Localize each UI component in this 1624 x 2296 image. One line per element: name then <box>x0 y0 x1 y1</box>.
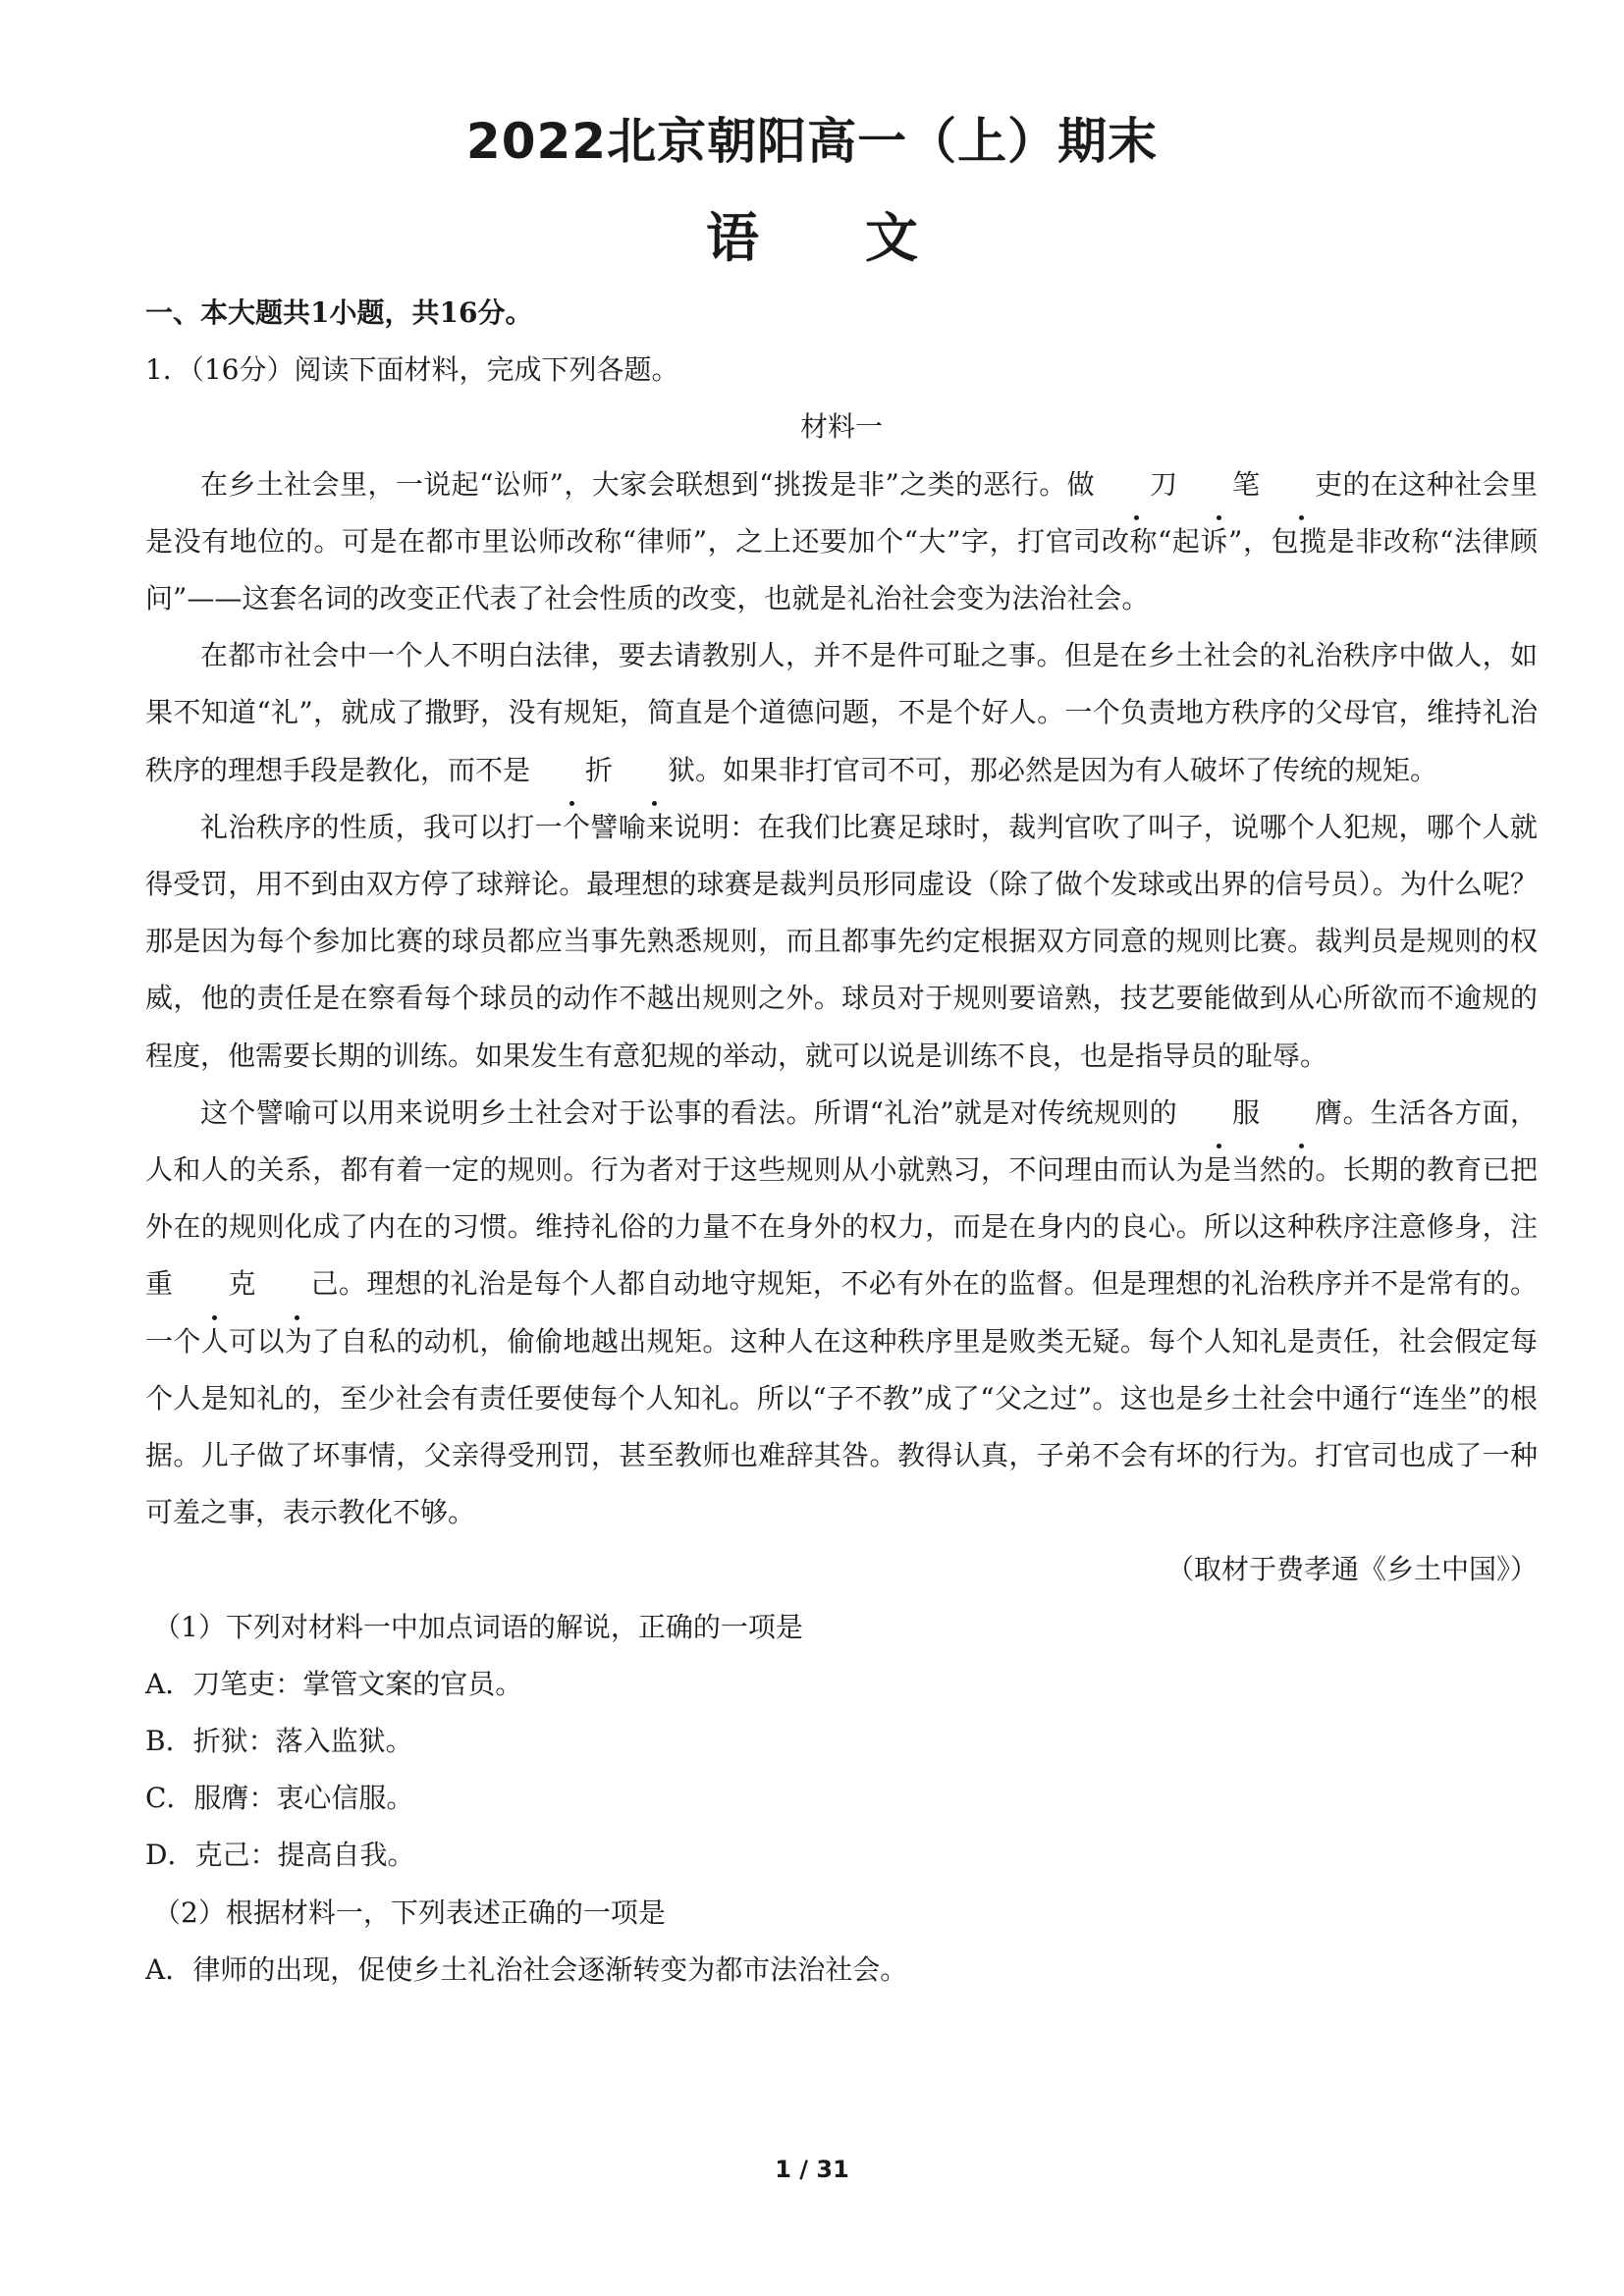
material-title: 材料一 <box>799 410 883 444</box>
page-number: 1 / 31 <box>775 2156 849 2183</box>
dotted-char: 服 <box>1177 1085 1260 1142</box>
answer-option: D．克己：提高自我。 <box>145 1839 415 1872</box>
passage-paragraph: 礼治秩序的性质，我可以打一个譬喻来说明：在我们比赛足球时，裁判官吹了叫子，说哪个人犯规，哪个人就得受罚，用不到由双方停了球辩论。最理想的球赛是裁判员形同虚设（除了做个发球或出界的信号员）。为什么呢？那是因为每个参加比赛的球员都应当事先熟悉规则，而且都事先约定根据双方同意的规则比赛。裁判员是规则的权威，他的责任是在察看每个球员的动作不越出规则之外。球员对于规则要谙熟，技艺要能做到从心所欲而不逾规的程度，他需要长期的训练。如果发生有意犯规的举动，就可以说是训练不良，也是指导员的耻辱。 <box>145 810 1538 1072</box>
dotted-char: 笔 <box>1177 456 1260 513</box>
question-stem: （2）根据材料一，下列表述正确的一项是 <box>153 1896 666 1929</box>
paragraph-text: 的在这种社会里是没有地位的。可是在都市里讼师改称“律师”，之上还要加个“大”字，打官司改称“起诉”，包揽是非改称“法律顾问”——这套名词的改变正代表了社会性质的改变，也就是礼治社会变为法治社会。 <box>145 467 1538 615</box>
dotted-char: 刀 <box>1095 456 1177 513</box>
paragraph-text: 。理想的礼治是每个人都自动地守规矩，不必有外在的监督。但是理想的礼治秩序并不是常有的。一个人可以为了自私的动机，偷偷地越出规矩。这种人在这种秩序里是败类无疑。每个人知礼是责任，社会假定每个人是知礼的，至少社会有责任要使每个人知礼。所以“子不教”成了“父之过”。这也是乡土社会中通行“连坐”的根据。儿子做了坏事情，父亲得受刑罚，甚至教师也难辞其咎。教得认真，子弟不会有坏的行为。打官司也成了一种可羞之事，表示教化不够。 <box>145 1267 1538 1529</box>
dotted-char: 吏 <box>1260 456 1342 513</box>
dotted-char: 己 <box>255 1255 338 1312</box>
passage-paragraph <box>145 627 1538 799</box>
subject-char: 文 <box>865 207 918 269</box>
paragraph-text: 。生活各方面，人和人的关系，都有着一定的规则。行为者对于这些规则从小就熟习，不问理由而认为是当然的。长期的教育已把外在的规则化成了内在的习惯。维持礼俗的力量不在身外的权力，而是在身内的良心。所以这种秩序注意修身，注重 <box>145 1095 1538 1301</box>
passage-paragraph <box>145 456 1538 628</box>
paragraph-text: 这个譬喻可以用来说明乡土社会对于讼事的看法。所谓“礼治”就是对传统规则的 <box>200 1095 1178 1129</box>
dotted-char: 膺 <box>1260 1085 1342 1142</box>
answer-option: A．律师的出现，促使乡土礼治社会逐渐转变为都市法治社会。 <box>145 1952 908 1986</box>
answer-option: A．刀笔吏：掌管文案的官员。 <box>145 1667 523 1700</box>
paragraph-text: 在都市社会中一个人不明白法律，要去请教别人，并不是件可耻之事。但是在乡土社会的礼治秩序中做人，如果不知道“礼”，就成了撒野，没有规矩，简直是个道德问题，不是个好人。一个负责地方秩序的父母官，维持礼治秩序的理想手段是教化，而不是 <box>145 639 1538 786</box>
subject-char: 语 <box>706 207 759 269</box>
section-heading: 一、本大题共1小题，共16分。 <box>145 296 533 329</box>
dotted-char: 狱 <box>613 742 695 799</box>
paragraph-text: 在乡土社会里，一说起“讼师”，大家会联想到“挑拨是非”之类的恶行。做 <box>200 467 1096 501</box>
subject-title <box>0 196 1624 272</box>
content-body <box>145 285 1538 1999</box>
exam-title: 2022北京朝阳高一（上）期末 <box>465 113 1159 170</box>
dotted-char: 克 <box>173 1255 255 1312</box>
answer-option: B．折狱：落入监狱。 <box>145 1725 413 1758</box>
answer-option: C．服膺：衷心信服。 <box>145 1782 414 1815</box>
question-stem: （1）下列对材料一中加点词语的解说，正确的一项是 <box>153 1610 803 1643</box>
paragraph-text: 。如果非打官司不可，那必然是因为有人破坏了传统的规矩。 <box>695 753 1438 786</box>
passage-paragraph <box>145 1085 1538 1542</box>
question-item-intro: 1．（16分）阅读下面材料，完成下列各题。 <box>145 353 679 387</box>
source-citation: （取材于费孝通《乡土中国》） <box>1165 1553 1538 1586</box>
dotted-char: 折 <box>530 742 613 799</box>
